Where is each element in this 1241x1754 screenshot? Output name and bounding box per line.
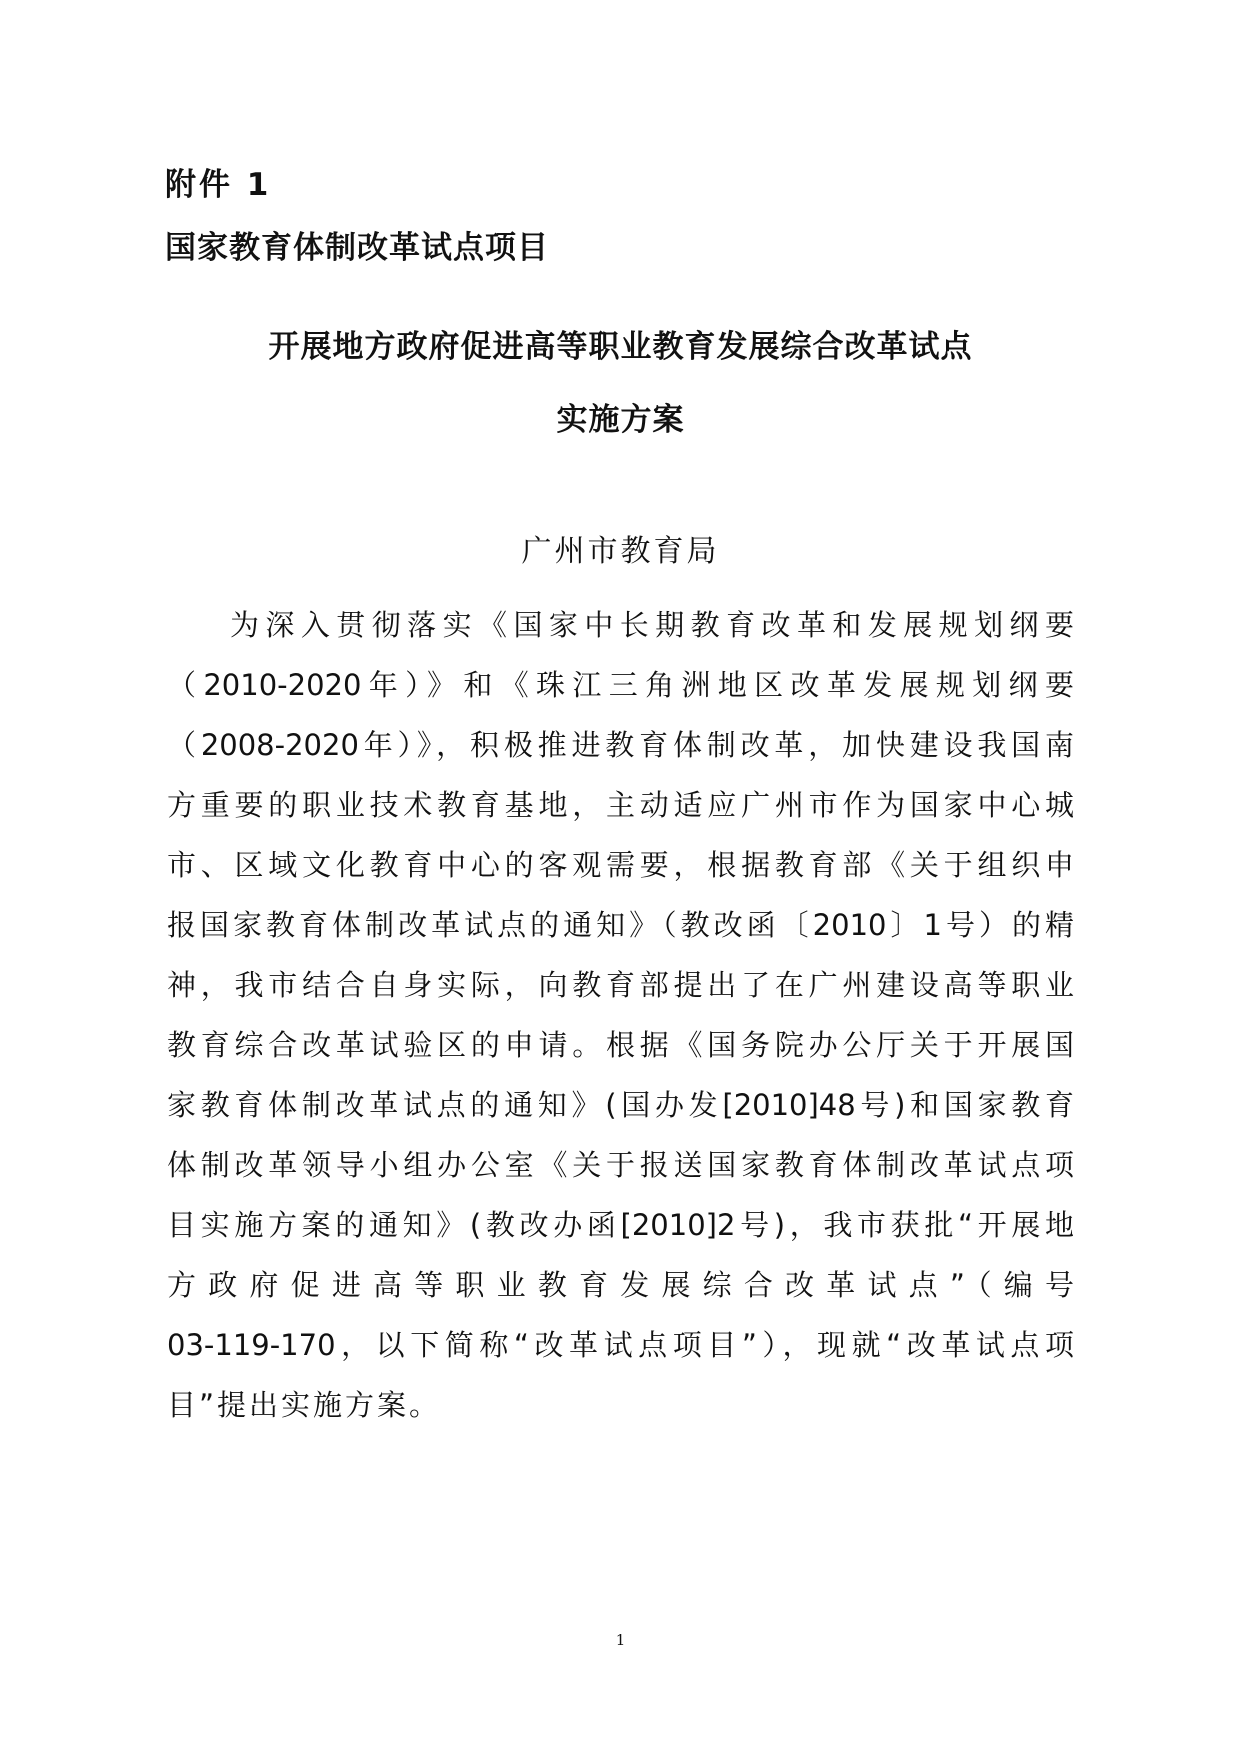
paragraph-line: 神，我市结合自身实际，向教育部提出了在广州建设高等职业 bbox=[167, 968, 1074, 1002]
paragraph-line: 03-119-170，以下简称“改革试点项目”），现就“改革试点项 bbox=[167, 1328, 1074, 1362]
paragraph-line: 体制改革领导小组办公室《关于报送国家教育体制改革试点项 bbox=[167, 1148, 1074, 1182]
paragraph-line: 目”提出实施方案。 bbox=[167, 1388, 442, 1422]
attachment-label: 附件 1 bbox=[165, 167, 272, 203]
paragraph-line: 家教育体制改革试点的通知》(国办发[2010]48号)和国家教育 bbox=[167, 1088, 1074, 1122]
paragraph-line: 教育综合改革试验区的申请。根据《国务院办公厅关于开展国 bbox=[167, 1028, 1074, 1062]
document-title-line-1: 开展地方政府促进高等职业教育发展综合改革试点 bbox=[268, 329, 973, 365]
paragraph-line: 市、区域文化教育中心的客观需要，根据教育部《关于组织申 bbox=[167, 848, 1074, 882]
paragraph-line: 目实施方案的通知》(教改办函[2010]2号)，我市获批“开展地 bbox=[167, 1208, 1074, 1242]
project-category: 国家教育体制改革试点项目 bbox=[165, 230, 549, 266]
paragraph-line: 为深入贯彻落实《国家中长期教育改革和发展规划纲要 bbox=[230, 608, 1074, 642]
paragraph-line: （2010-2020年）》和《珠江三角洲地区改革发展规划纲要 bbox=[167, 668, 1074, 702]
author-organization: 广州市教育局 bbox=[521, 534, 720, 569]
paragraph-line: 报国家教育体制改革试点的通知》（教改函〔2010〕1号）的精 bbox=[167, 908, 1074, 942]
page-number: 1 bbox=[615, 1631, 626, 1649]
paragraph-line: （2008-2020年）》，积极推进教育体制改革，加快建设我国南 bbox=[167, 728, 1074, 762]
document-title-line-2: 实施方案 bbox=[556, 402, 685, 438]
paragraph-line: 方政府促进高等职业教育发展综合改革试点”（编号 bbox=[167, 1268, 1074, 1302]
paragraph-line: 方重要的职业技术教育基地，主动适应广州市作为国家中心城 bbox=[167, 788, 1074, 822]
